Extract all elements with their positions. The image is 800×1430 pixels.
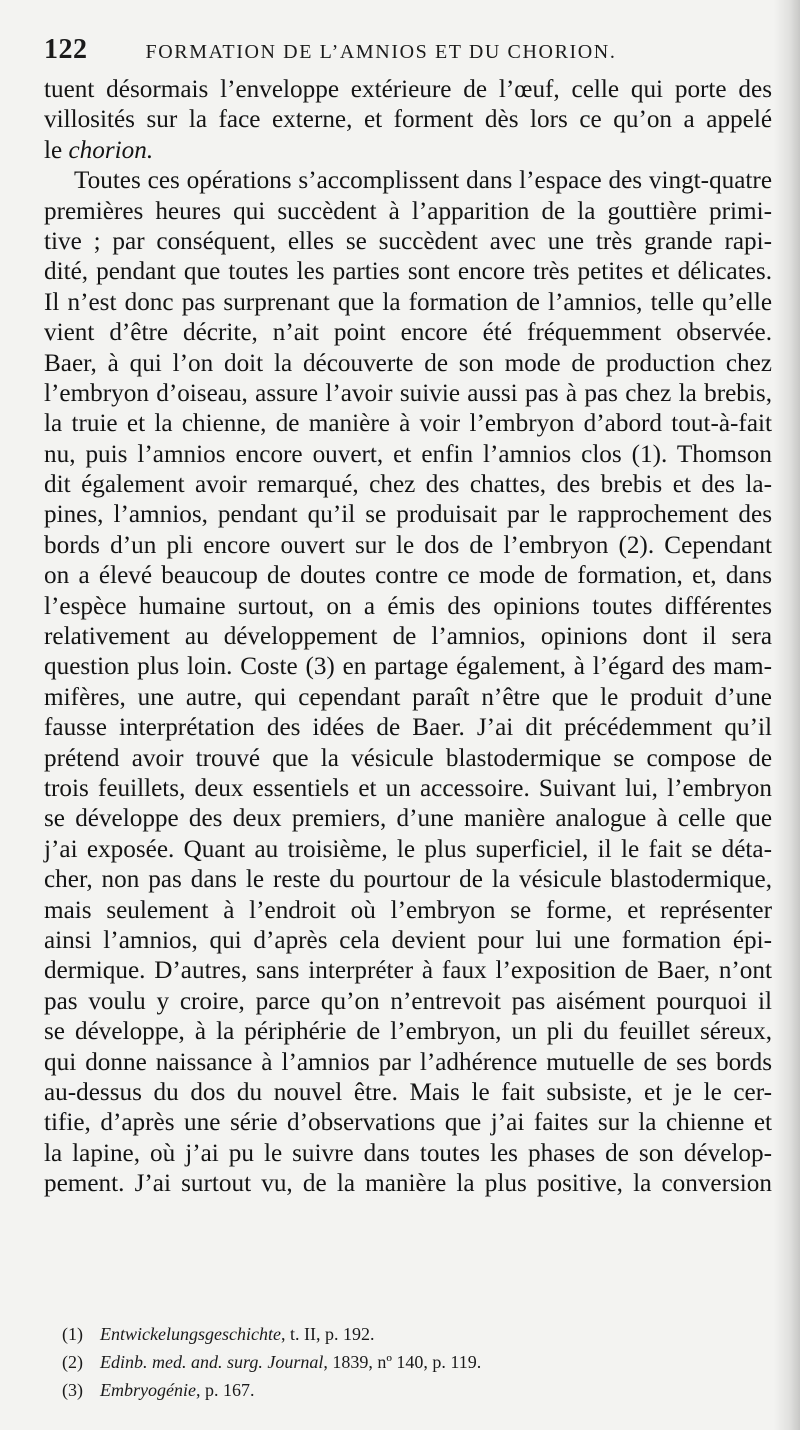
text-line: prétend avoir trouvé que la vésicule blastodermique se compose de <box>44 744 772 772</box>
text-line: tifie, d’après une série d’observations que j’ai faites sur la chienne et <box>44 1109 772 1137</box>
page-edge-shadow <box>774 0 800 1430</box>
text-line: ainsi l’amnios, qui d’après cela devient pour lui une formation épi- <box>44 926 772 954</box>
text-line: pas voulu y croire, parce qu’on n’entrevoit pas aisément pourquoi il <box>44 987 772 1015</box>
text-line: j’ai exposée. Quant au troisième, le plus superficiel, il le fait se déta- <box>44 835 772 863</box>
text-line: se développe, à la périphérie de l’embryon, un pli du feuillet séreux, <box>44 1018 772 1046</box>
footnote-3 <box>62 1376 762 1404</box>
text-line: la truie et la chienne, de manière à voir l’embryon d’abord tout-à-fait <box>44 410 772 438</box>
page-number: 122 <box>44 34 88 65</box>
text-line: qui donne naissance à l’amnios par l’adhérence mutuelle de ses bords <box>44 1048 772 1076</box>
text-line: pement. J’ai surtout vu, de la manière la plus positive, la conversion <box>44 1170 772 1198</box>
text-line: mifères, une autre, qui cependant paraît n’être que le produit d’une <box>44 683 772 711</box>
footnote-2 <box>62 1348 762 1376</box>
body-text <box>44 75 772 1199</box>
footnote-number: (3) <box>62 1380 83 1400</box>
text-line: tuent désormais l’enveloppe extérieure de l’œuf, celle qui porte des <box>44 76 772 103</box>
footnote-reference: , p. 167. <box>195 1380 255 1400</box>
text-line: premières heures qui succèdent à l’apparition de la gouttière primi- <box>44 197 772 225</box>
text-line: l’espèce humaine surtout, on a émis des opinions toutes différentes <box>44 592 772 620</box>
text-line: dit également avoir remarqué, chez des chattes, des brebis et des la- <box>44 471 772 499</box>
text-line: fausse interprétation des idées de Baer. J’ai dit précédemment qu’il <box>44 714 772 742</box>
text-line: l’embryon d’oiseau, assure l’avoir suivie aussi pas à pas chez la brebis, <box>44 379 772 407</box>
text-line: relativement au développement de l’amnios, opinions dont il sera <box>44 623 772 651</box>
text-line: pines, l’amnios, pendant qu’il se produisait par le rapprochement des <box>44 501 772 529</box>
text-line: nu, puis l’amnios encore ouvert, et enfin l’amnios clos (1). Thomson <box>44 440 772 468</box>
footnote-title: Entwickelungsgeschichte <box>100 1324 281 1344</box>
text-line: tive ; par conséquent, elles se succèdent avec une très grande rapi- <box>44 227 772 255</box>
running-head <box>44 34 760 74</box>
footnotes <box>62 1320 762 1404</box>
text-line: bords d’un pli encore ouvert sur le dos de l’embryon (2). Cependant <box>44 531 772 559</box>
italic-term: chorion. <box>68 136 154 164</box>
footnote-reference: , t. II, p. 192. <box>280 1324 375 1344</box>
footnote-number: (1) <box>62 1324 83 1344</box>
footnote-number: (2) <box>62 1352 83 1372</box>
text-line: Baer, à qui l’on doit la découverte de son mode de production chez <box>44 349 772 377</box>
text-line: Il n’est donc pas surprenant que la formation de l’amnios, telle qu’elle <box>44 288 772 316</box>
text-line: mais seulement à l’endroit où l’embryon se forme, et représenter <box>44 896 772 924</box>
text-line: se développe des deux premiers, d’une manière analogue à celle que <box>44 805 772 833</box>
running-title: FORMATION DE L’AMNIOS ET DU CHORION. <box>145 41 617 63</box>
text-line <box>44 136 772 166</box>
footnote-1 <box>62 1320 762 1348</box>
text-line: Toutes ces opérations s’accomplissent dans l’espace des vingt-quatre <box>74 167 772 195</box>
text-line: dité, pendant que toutes les parties sont encore très petites et délicates. <box>44 258 772 286</box>
text-line: villosités sur la face externe, et forment dès lors ce qu’on a appelé <box>44 106 772 134</box>
text-line: cher, non pas dans le reste du pourtour de la vésicule blastodermique, <box>44 866 772 894</box>
footnote-title: Edinb. med. and. surg. Journal <box>100 1352 324 1372</box>
text-line: vient d’être décrite, n’ait point encore été fréquemment observée. <box>44 319 772 347</box>
text-line: question plus loin. Coste (3) en partage également, à l’égard des mam- <box>44 653 772 681</box>
text-line: la lapine, où j’ai pu le suivre dans toutes les phases de son dévelop- <box>44 1139 772 1167</box>
text-line: dermique. D’autres, sans interpréter à faux l’exposition de Baer, n’ont <box>44 957 772 985</box>
text-line: trois feuillets, deux essentiels et un accessoire. Suivant lui, l’embryon <box>44 774 772 802</box>
text-line: on a élevé beaucoup de doutes contre ce mode de formation, et, dans <box>44 562 772 590</box>
text-fragment: le <box>44 136 69 164</box>
footnote-reference: , 1839, nº 140, p. 119. <box>323 1352 482 1372</box>
footnote-title: Embryogénie <box>100 1380 196 1400</box>
text-line: au-dessus du dos du nouvel être. Mais le fait subsiste, et je le cer- <box>44 1078 772 1106</box>
